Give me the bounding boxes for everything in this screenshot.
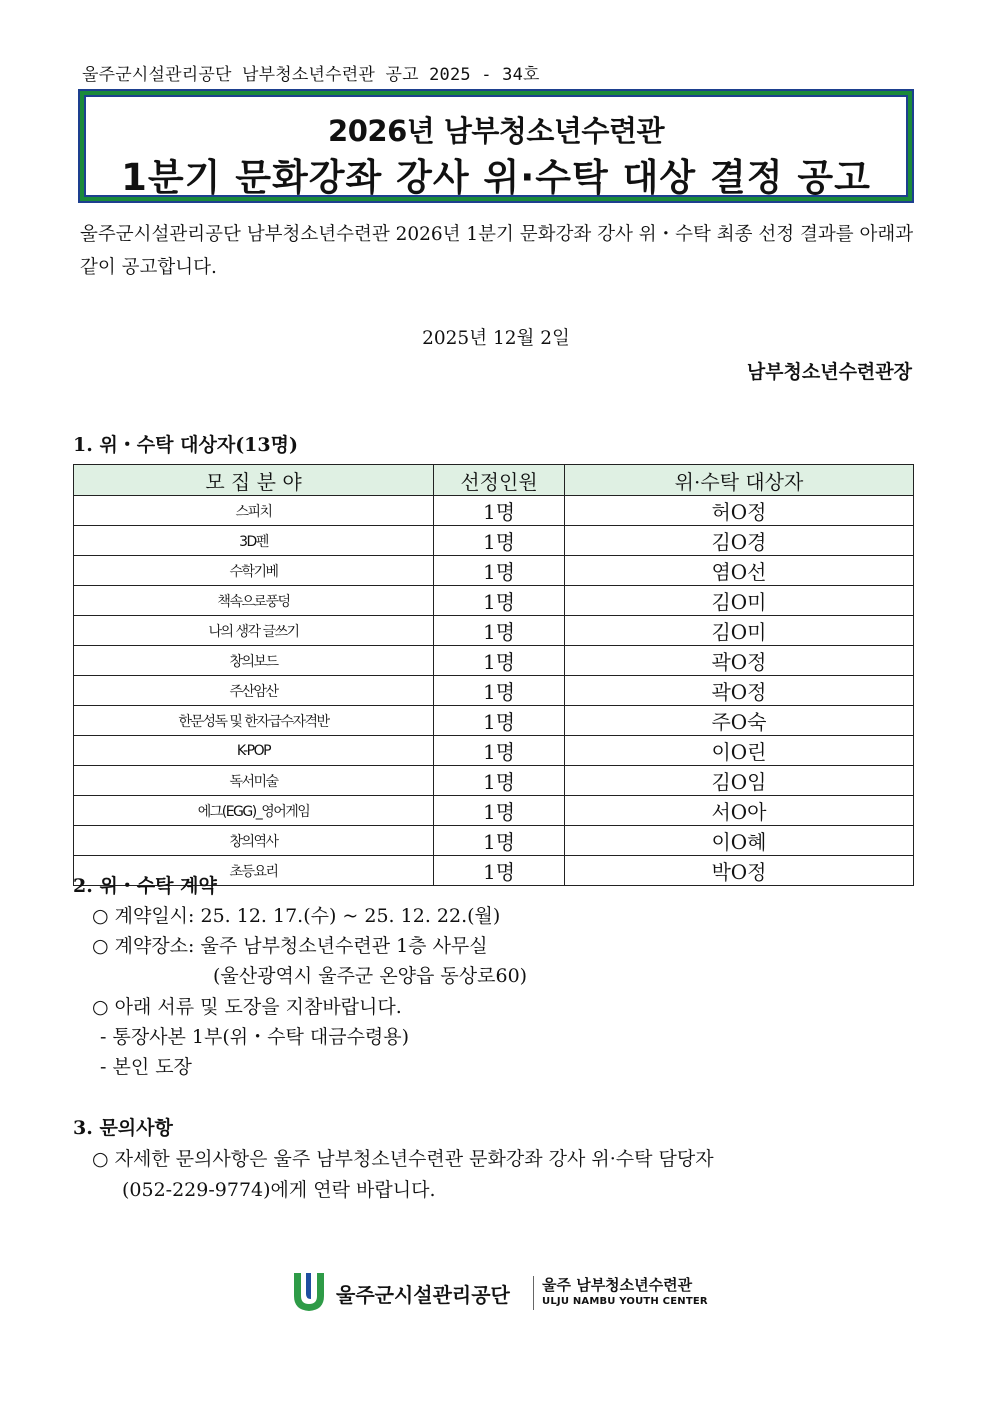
selection-table [73, 464, 914, 886]
field-cell: 주산암산 [74, 676, 434, 706]
table-row [74, 526, 914, 556]
title-line-2: 1분기 문화강좌 강사 위·수탁 대상 결정 공고 [121, 156, 871, 199]
footer-org-name: 울주군시설관리공단 [336, 1283, 510, 1307]
person-cell: 곽O정 [565, 646, 914, 676]
table-row [74, 616, 914, 646]
count-cell: 1명 [434, 736, 565, 766]
contract-date-line: ○ 계약일시: 25. 12. 17.(수) ~ 25. 12. 22.(월) [92, 905, 501, 927]
column-header-field: 모 집 분 야 [74, 465, 434, 496]
table-row [74, 676, 914, 706]
field-cell: 한문성독 및 한자급수자격반 [74, 706, 434, 736]
count-cell: 1명 [434, 706, 565, 736]
footer-divider [533, 1276, 534, 1310]
title-line-1: 2026년 남부청소년수련관 [328, 114, 664, 148]
column-header-count: 선정인원 [434, 465, 565, 496]
document-number: 울주군시설관리공단 남부청소년수련관 공고 2025 - 34호 [82, 65, 540, 85]
field-cell: 독서미술 [74, 766, 434, 796]
table-row [74, 796, 914, 826]
footer-center-english: ULJU NAMBU YOUTH CENTER [542, 1296, 708, 1307]
table-header-row [74, 465, 914, 496]
table-row [74, 706, 914, 736]
person-cell: 염O선 [565, 556, 914, 586]
inquiry-line-2: (052-229-9774)에게 연락 바랍니다. [122, 1179, 436, 1201]
title-box [80, 91, 912, 201]
column-header-person: 위·수탁 대상자 [565, 465, 914, 496]
table-row [74, 826, 914, 856]
person-cell: 이O린 [565, 736, 914, 766]
documents-notice-line: ○ 아래 서류 및 도장을 지참바랍니다. [92, 996, 402, 1018]
contract-place-line: ○ 계약장소: 울주 남부청소년수련관 1층 사무실 [92, 935, 488, 957]
count-cell: 1명 [434, 556, 565, 586]
count-cell: 1명 [434, 676, 565, 706]
contract-address-line: (울산광역시 울주군 온양읍 동상로60) [213, 965, 528, 987]
ulju-emblem-icon [290, 1270, 328, 1314]
count-cell: 1명 [434, 766, 565, 796]
field-cell: 스피치 [74, 496, 434, 526]
field-cell: 수학기베 [74, 556, 434, 586]
person-cell: 김O임 [565, 766, 914, 796]
document-item-seal: - 본인 도장 [100, 1056, 192, 1078]
person-cell: 허O정 [565, 496, 914, 526]
person-cell: 박O정 [565, 856, 914, 886]
field-cell: 에그(EGG)_영어게임 [74, 796, 434, 826]
table-row [74, 736, 914, 766]
count-cell: 1명 [434, 856, 565, 886]
announcement-date: 2025년 12월 2일 [422, 328, 570, 349]
person-cell: 이O혜 [565, 826, 914, 856]
field-cell: 책속으로풍덩 [74, 586, 434, 616]
table-row [74, 766, 914, 796]
count-cell: 1명 [434, 586, 565, 616]
document-item-bankbook: - 통장사본 1부(위・수탁 대금수령용) [100, 1026, 410, 1048]
person-cell: 김O미 [565, 616, 914, 646]
intro-paragraph: 울주군시설관리공단 남부청소년수련관 2026년 1분기 문화강좌 강사 위・수탁 최종 선정 결과를 아래과 같이 공고합니다. [80, 224, 914, 278]
person-cell: 주O숙 [565, 706, 914, 736]
table-row [74, 646, 914, 676]
field-cell: 창의역사 [74, 826, 434, 856]
person-cell: 서O아 [565, 796, 914, 826]
section-3-heading: 3. 문의사항 [73, 1117, 173, 1139]
field-cell: 창의보드 [74, 646, 434, 676]
footer-center-name: 울주 남부청소년수련관 [542, 1276, 693, 1294]
field-cell: K-POP [74, 736, 434, 766]
count-cell: 1명 [434, 616, 565, 646]
field-cell: 3D펜 [74, 526, 434, 556]
footer-logo [290, 1270, 710, 1314]
count-cell: 1명 [434, 826, 565, 856]
table-row [74, 496, 914, 526]
person-cell: 김O미 [565, 586, 914, 616]
person-cell: 곽O정 [565, 676, 914, 706]
count-cell: 1명 [434, 526, 565, 556]
inquiry-line-1: ○ 자세한 문의사항은 울주 남부청소년수련관 문화강좌 강사 위·수탁 담당자 [92, 1148, 714, 1170]
table-row [74, 586, 914, 616]
count-cell: 1명 [434, 646, 565, 676]
section-2-heading: 2. 위・수탁 계약 [73, 875, 217, 897]
signer: 남부청소년수련관장 [746, 361, 912, 383]
field-cell: 초등요리 [74, 856, 434, 886]
table-row [74, 556, 914, 586]
section-1-heading: 1. 위・수탁 대상자(13명) [73, 434, 298, 456]
field-cell: 나의 생각 글쓰기 [74, 616, 434, 646]
count-cell: 1명 [434, 496, 565, 526]
count-cell: 1명 [434, 796, 565, 826]
person-cell: 김O경 [565, 526, 914, 556]
